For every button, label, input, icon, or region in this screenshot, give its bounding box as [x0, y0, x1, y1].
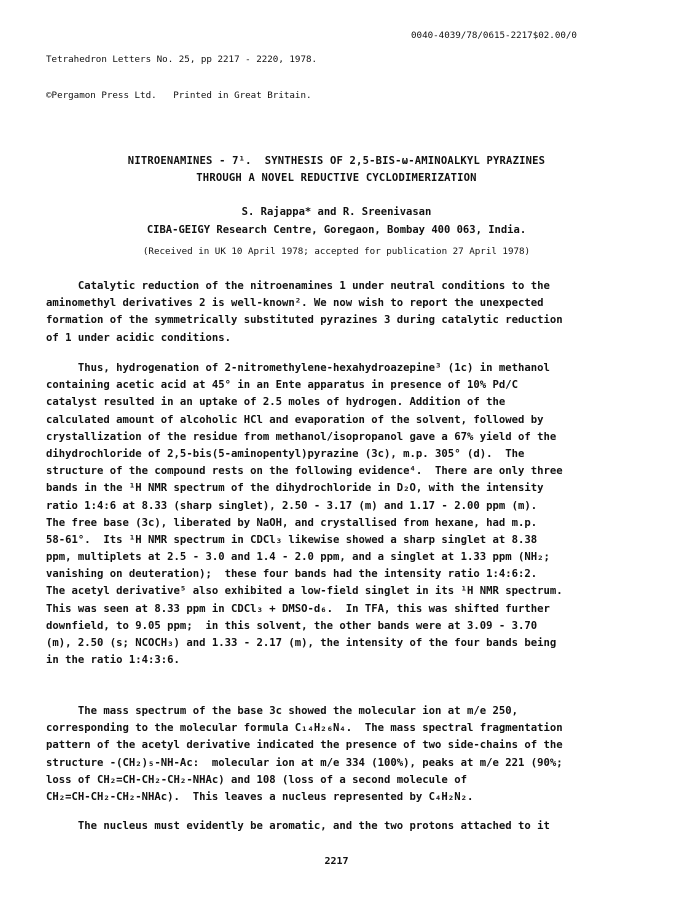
text-line: The acetyl derivative⁵ also exhibited a low-field singlet in its ¹H NMR spectrum.: [46, 585, 563, 598]
paragraph-intro: [46, 278, 630, 347]
text-line: crystallization of the residue from methanol/isopropanol gave a 67% yield of the: [46, 430, 557, 443]
text-line: structure -(CH₂)₅-NH-Ac: molecular ion at m/e 334 (100%), peaks at m/e 221 (90%;: [46, 756, 563, 769]
text-line: This was seen at 8.33 ppm in CDCl₃ + DMSO-d₆. In TFA, this was shifted further: [46, 602, 550, 615]
text-line: vanishing on deuteration); these four bands had the intensity ratio 1:4:6:2.: [46, 568, 538, 581]
text-line: of 1 under acidic conditions.: [46, 331, 231, 344]
text-line: The mass spectrum of the base 3c showed the molecular ion at m/e 250,: [46, 705, 518, 717]
text-line: dihydrochloride of 2,5-bis(5-aminopentyl)pyrazine (3c), m.p. 305° (d). The: [46, 447, 525, 460]
text-line: catalyst resulted in an uptake of 2.5 moles of hydrogen. Addition of the: [46, 396, 506, 409]
text-line: aminomethyl derivatives 2 is well-known². We now wish to report the unexpected: [46, 297, 544, 310]
text-line: The free base (3c), liberated by NaOH, and crystallised from hexane, had m.p.: [46, 516, 538, 529]
text-line: formation of the symmetrically substituted pyrazines 3 during catalytic reduction: [46, 314, 563, 327]
journal-citation: [46, 30, 317, 114]
text-line: downfield, to 9.05 ppm; in this solvent, the other bands were at 3.09 - 3.70: [46, 619, 538, 632]
text-line: ratio 1:4:6 at 8.33 (sharp singlet), 2.50 - 3.17 (m) and 1.17 - 2.00 ppm (m).: [46, 499, 538, 512]
text-line: 58-61°. Its ¹H NMR spectrum in CDCl₃ likewise showed a sharp singlet at 8.38: [46, 533, 538, 546]
paragraph-hydrogenation: [46, 360, 630, 669]
text-line: CH₂=CH-CH₂-CH₂-NHAc). This leaves a nucleus represented by C₄H₂N₂.: [46, 790, 474, 803]
publisher-line: ©Pergamon Press Ltd. Printed in Great Britain.: [46, 90, 312, 101]
text-line: Catalytic reduction of the nitroenamines 1 under neutral conditions to the: [46, 280, 550, 292]
text-line: in the ratio 1:4:3:6.: [46, 654, 180, 667]
authors: S. Rajappa* and R. Sreenivasan: [241, 206, 432, 218]
citation-line: Tetrahedron Letters No. 25, pp 2217 - 2220, 1978.: [46, 54, 318, 65]
text-line: structure of the compound rests on the following evidence⁴. There are only three: [46, 465, 563, 478]
article-title-line-2: THROUGH A NOVEL REDUCTIVE CYCLODIMERIZATION: [196, 172, 477, 184]
text-line: containing acetic acid at 45° in an Ente apparatus in presence of 10% Pd/C: [46, 379, 518, 392]
text-line: Thus, hydrogenation of 2-nitromethylene-hexahydroazepine³ (1c) in methanol: [46, 362, 550, 374]
text-line: (m), 2.50 (s; NCOCH₃) and 1.33 - 2.17 (m), the intensity of the four bands being: [46, 637, 557, 649]
text-line: ppm, multiplets at 2.5 - 3.0 and 1.4 - 2.0 ppm, and a singlet at 1.33 ppm (NH₂;: [46, 551, 550, 564]
text-line: pattern of the acetyl derivative indicated the presence of two side-chains of the: [46, 739, 563, 752]
article-title-line-1: NITROENAMINES - 7¹. SYNTHESIS OF 2,5-BIS-ω-AMINOALKYL PYRAZINES: [127, 155, 546, 167]
article-code: 0040-4039/78/0615-2217$02.00/0: [411, 30, 577, 41]
text-line: loss of CH₂=CH-CH₂-CH₂-NHAc) and 108 (loss of a second molecule of: [46, 773, 467, 786]
paragraph-nucleus: [46, 818, 630, 835]
affiliation: CIBA-GEIGY Research Centre, Goregaon, Bombay 400 063, India.: [146, 224, 527, 236]
text-line: calculated amount of alcoholic HCl and evaporation of the solvent, followed by: [46, 413, 544, 426]
paragraph-mass-spectrum: [46, 703, 630, 806]
text-line: The nucleus must evidently be aromatic, and the two protons attached to it: [46, 820, 550, 832]
received-date: (Received in UK 10 April 1978; accepted for publication 27 April 1978): [142, 246, 531, 257]
text-line: corresponding to the molecular formula C₁₄H₂₆N₄. The mass spectral fragmentation: [46, 722, 563, 735]
text-line: bands in the ¹H NMR spectrum of the dihydrochloride in D₂O, with the intensity: [46, 482, 544, 495]
page-number: 2217: [324, 856, 349, 867]
